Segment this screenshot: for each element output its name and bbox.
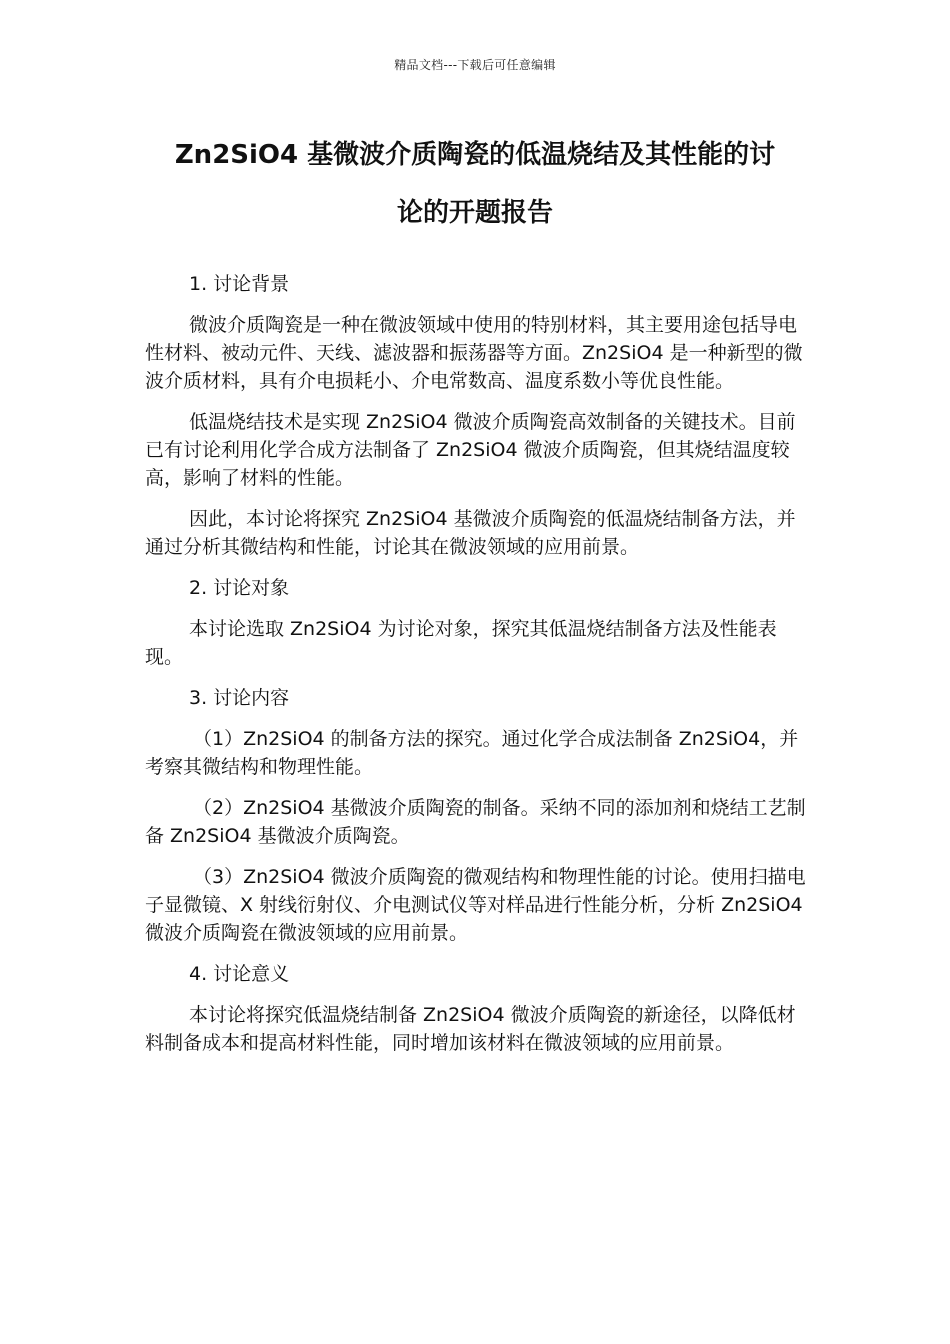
section-heading-background: 1. 讨论背景 (189, 273, 290, 295)
document-title-line-2: 论的开题报告 (396, 198, 553, 228)
background-paragraph-1: 微波介质陶瓷是一种在微波领域中使用的特别材料，其主要用途包括导电性材料、被动元件、天线、滤波器和振荡器等方面。Zn2SiO4 是一种新型的微波介质材料，具有介电损耗小、介电常数高、温度系数小等优良性能。 (145, 314, 803, 392)
document-body (145, 270, 810, 1070)
content-item-3: （3）Zn2SiO4 微波介质陶瓷的微观结构和物理性能的讨论。使用扫描电子显微镜、X 射线衍射仪、介电测试仪等对样品进行性能分析，分析 Zn2SiO4 微波介质陶瓷在微波领域的应用前景。 (145, 866, 806, 944)
section-heading-content: 3. 讨论内容 (189, 687, 290, 709)
document-title-line-1: Zn2SiO4 基微波介质陶瓷的低温烧结及其性能的讨 (174, 140, 776, 170)
section-heading-significance: 4. 讨论意义 (189, 963, 290, 985)
object-paragraph: 本讨论选取 Zn2SiO4 为讨论对象，探究其低温烧结制备方法及性能表现。 (145, 618, 777, 668)
header-note: 精品文档---下载后可任意编辑 (394, 58, 556, 72)
section-heading-object: 2. 讨论对象 (189, 577, 290, 599)
significance-paragraph: 本讨论将探究低温烧结制备 Zn2SiO4 微波介质陶瓷的新途径，以降低材料制备成本和提高材料性能，同时增加该材料在微波领域的应用前景。 (145, 1004, 796, 1054)
content-item-1: （1）Zn2SiO4 的制备方法的探究。通过化学合成法制备 Zn2SiO4，并考察其微结构和物理性能。 (145, 728, 799, 778)
background-paragraph-3: 因此，本讨论将探究 Zn2SiO4 基微波介质陶瓷的低温烧结制备方法，并通过分析其微结构和性能，讨论其在微波领域的应用前景。 (145, 508, 796, 558)
background-paragraph-2: 低温烧结技术是实现 Zn2SiO4 微波介质陶瓷高效制备的关键技术。目前已有讨论利用化学合成方法制备了 Zn2SiO4 微波介质陶瓷，但其烧结温度较高，影响了材料的性能。 (145, 411, 796, 489)
content-item-2: （2）Zn2SiO4 基微波介质陶瓷的制备。采纳不同的添加剂和烧结工艺制备 Zn2SiO4 基微波介质陶瓷。 (145, 797, 806, 847)
